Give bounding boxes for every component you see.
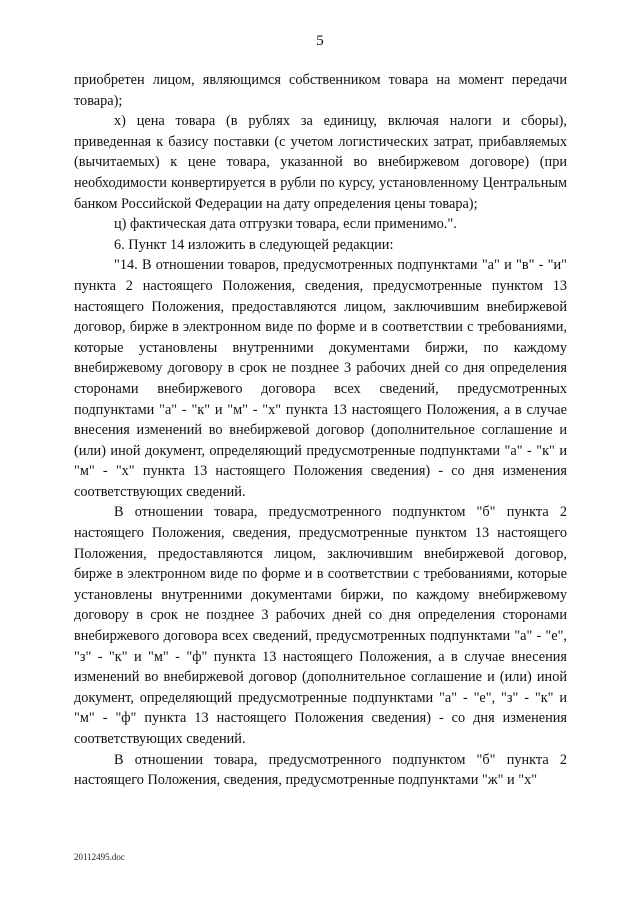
paragraph-point-14: "14. В отношении товаров, предусмотренных подпунктами "а" и "в" - "и" пункта 2 настоящего Положения, сведения, предусмотренные пунктом 13 настоящего Положения, предоставляются лицом, заключившим внебиржевой договор, бирже в электронном виде по форме и в соответствии с требованиями, которые установлены внутренними документами биржи, по каждому внебиржевому договору в срок не позднее 3 рабочих дней со дня определения сторонами внебиржевого договора всех сведений, предусмотренных подпунктами "а" - "к" и "м" - "х" пункта 13 настоящего Положения, а в случае внесения изменений во внебиржевой договор (дополнительное соглашение и (или) иной документ, определяющий предусмотренные подпунктами "а" - "к" и "м" - "х" пункта 13 настоящего Положения сведения) - со дня изменения соответствующих сведений. — [74, 257, 567, 500]
paragraph-goods-b-continued: В отношении товара, предусмотренного подпунктом "б" пункта 2 настоящего Положения, сведения, предусмотренные подпунктами "ж" и "х" — [74, 751, 567, 789]
paragraph-item-ts: ц) фактическая дата отгрузки товара, если применимо.". — [114, 216, 457, 233]
paragraph-goods-b: В отношении товара, предусмотренного подпунктом "б" пункта 2 настоящего Положения, сведения, предусмотренные пунктом 13 настоящего Положения, предоставляются лицом, заключившим внебиржевой договор, бирже в электронном виде по форме и в соответствии с требованиями, которые установлены внутренними документами биржи, по каждому внебиржевому договору в срок не позднее 3 рабочих дней со дня определения сторонами внебиржевого договора всех сведений, предусмотренных подпунктами "а" - "е", "з" - "к" и "м" - "ф" пункта 13 настоящего Положения, а в случае внесения изменений во внебиржевой договор (дополнительное соглашение и (или) иной документ, определяющий предусмотренные подпунктами "а" - "е", "з" - "к" и "м" - "ф" пункта 13 настоящего Положения сведения) - со дня изменения соответствующих сведений. — [74, 504, 567, 747]
document-body — [74, 70, 567, 791]
page-number: 5 — [316, 33, 324, 49]
paragraph-continuation: приобретен лицом, являющимся собственником товара на момент передачи товара); — [74, 72, 567, 109]
paragraph-point-6: 6. Пункт 14 изложить в следующей редакции: — [114, 236, 394, 253]
paragraph-item-kh: х) цена товара (в рублях за единицу, включая налоги и сборы), приведенная к базису поставки (с учетом логистических затрат, прибавляемых (вычитаемых) к цене товара, указанной во внебиржевом договоре) (при необходимости конвертируется в рубли по курсу, установленному Центральным банком Российской Федерации на дату определения цены товара); — [74, 113, 567, 212]
document-filename: 20112495.doc — [74, 852, 125, 862]
